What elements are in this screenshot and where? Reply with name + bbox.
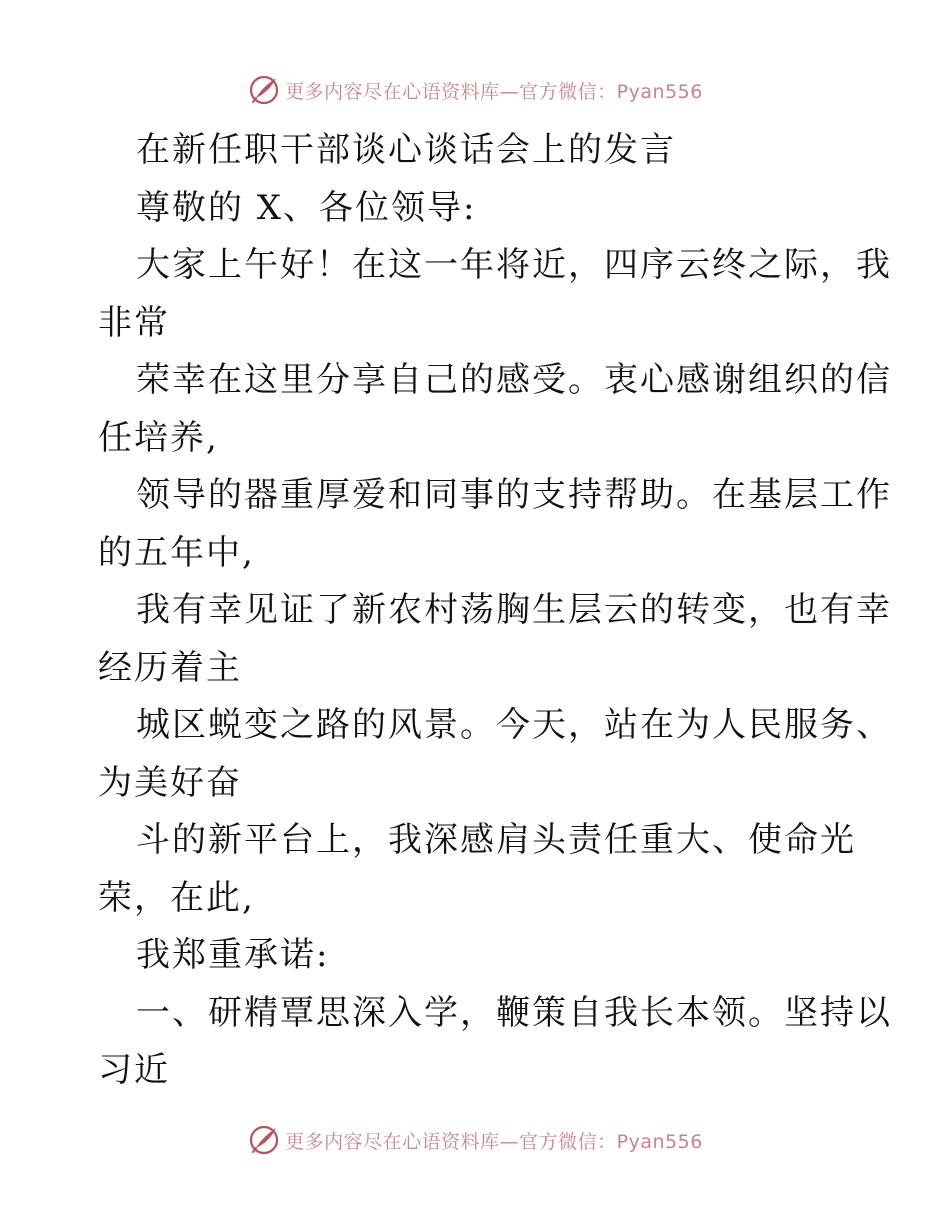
- document-line: 荣幸在这里分享自己的感受。衷心感谢组织的信: [136, 360, 892, 400]
- document-line: 荣，在此,: [98, 877, 255, 918]
- document-line: 为美好奋: [98, 762, 242, 803]
- document-line: 我有幸见证了新农村荡胸生层云的转变，也有幸: [136, 590, 892, 630]
- document-line: 在新任职干部谈心谈话会上的发言: [136, 130, 676, 170]
- document-line: 斗的新平台上，我深感肩头责任重大、使命光: [136, 820, 856, 860]
- document-line: 尊敬的 X、各位领导:: [136, 187, 477, 228]
- quill-seal-icon: [247, 73, 281, 107]
- document-body: [98, 122, 892, 1100]
- document-line: 习近: [98, 1050, 170, 1090]
- document-line: 任培养,: [98, 417, 219, 458]
- document-line: 的五年中,: [98, 532, 255, 573]
- document-line: 领导的器重厚爱和同事的支持帮助。在基层工作: [136, 475, 892, 515]
- footer-watermark: [0, 1120, 950, 1160]
- watermark-text: 更多内容尽在心语资料库—官方微信：Pyan556: [285, 80, 703, 103]
- document-line: 城区蜕变之路的风景。今天，站在为人民服务、: [136, 705, 892, 745]
- document-line: 我郑重承诺:: [136, 935, 330, 975]
- header-watermark: [0, 70, 950, 110]
- quill-seal-icon: [247, 1123, 281, 1157]
- document-line: 一、研精覃思深入学，鞭策自我长本领。坚持以: [136, 992, 892, 1033]
- watermark-text: 更多内容尽在心语资料库—官方微信：Pyan556: [285, 1130, 703, 1153]
- document-line: 经历着主: [98, 647, 242, 688]
- document-line: 大家上午好！在这一年将近，四序云终之际，我: [136, 245, 892, 285]
- document-line: 非常: [98, 302, 170, 343]
